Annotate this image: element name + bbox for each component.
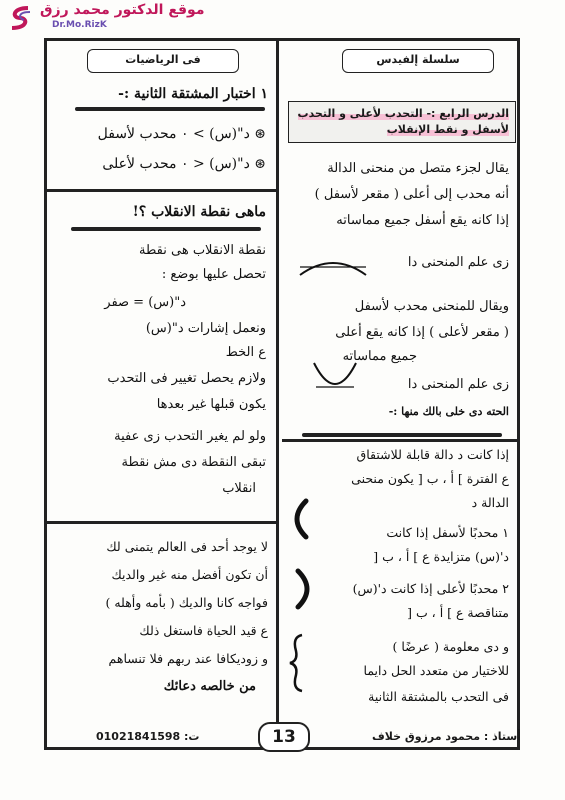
teacher-name: أستاذ : محمود مرزوق خلاف [372,730,521,743]
note-line: تحصل عليها بوضع : [161,267,266,282]
definition-line: إذا كانه يقع أسفل جميع مماساته [336,213,509,228]
rule-concave-up: ⊛ د"(س) > ٠ محدب لأسفل [97,126,266,142]
page-frame [44,38,520,750]
note-line: ع الخط [225,345,266,360]
series-label: سلسلة إلفيدس [342,49,494,73]
theorem-line: إذا كانت د دالة قابلة للاشتقاق [356,447,509,462]
phone-number: 01021841598 :ت [96,730,200,743]
note-line: انقلاب [222,481,256,496]
note-line: يكون قبلها غير بعدها [156,397,266,412]
concave-up-curve-icon [310,361,360,395]
quote-line: و زوديكافا عند ربهم فلا تنساهم [108,651,268,666]
theorem-line: الدالة د [471,495,509,510]
site-title: موقع الدكتور محمد رزق [40,2,205,18]
lesson-title-line1: الدرس الرابع :- التحدب لأعلى و التحدب [297,107,509,120]
quote-line: أن تكون أفضل منه غير والديك [111,567,268,582]
concave-up-bracket-icon [286,499,310,539]
quote-line: من خالصه دعائك [163,679,256,694]
definition-line: ويقال للمنحنى محدب لأسفل [354,299,509,314]
right-column [282,41,517,747]
underline-stroke [75,107,265,111]
lesson-title-box [288,101,516,143]
definition-line: زى علم المنحنى دا [407,377,509,392]
note-line: د"(س) = صفر [104,295,186,310]
inflection-point-heading: ماهى نقطة الانقلاب ؟! [132,204,266,220]
theorem-line: ٢ محدبًا لأعلى إذا كانت د'(س) [352,581,509,596]
note-line: ولازم يحصل تغيير فى التحدب [107,371,266,386]
definition-line: يقال لجزء متصل من منحنى الدالة [327,161,509,176]
quote-line: فواجه كانا والديك ( بأمه وأهله ) [105,595,268,610]
attention-heading: الحته دى خلى بالك منها :- [388,405,509,418]
concave-down-bracket-icon [294,569,318,609]
definition-line: جميع مماساته [342,349,417,364]
page-number: 13 [258,722,310,752]
subject-label: فى الرياضيات [87,49,239,73]
theorem-line: ١ محدبًا لأسفل إذا كانت [386,525,509,540]
definition-line: ( مقعر لأعلى ) إذا كانه يقع أعلى [335,325,509,340]
theorem-line: فى التحدب بالمشتقة الثانية [368,689,509,704]
quote-line: لا يوجد أحد فى العالم يتمنى لك [106,539,268,554]
theorem-line: د'(س) متزايدة ع ] أ ، ب [ [373,549,509,564]
theorem-line: ع الفترة ] أ ، ب [ يكون منحنى [351,471,509,486]
section-divider [47,189,276,192]
site-logo-icon [6,4,34,32]
site-watermark [0,0,205,34]
definition-line: أنه محدب إلى أعلى ( مقعر لأسفل ) [314,187,509,202]
section-divider [282,439,517,442]
note-line: ولو لم يغير التحدب زى عفية [114,429,266,444]
left-column [47,41,279,747]
curly-brace-icon [288,633,308,693]
theorem-line: متناقصة ع ] أ ، ب [ [407,605,509,620]
underline-stroke [302,433,502,437]
theorem-line: و دى معلومة ( عرضًا ) [392,639,509,654]
rule-concave-down: ⊛ د"(س) < ٠ محدب لأعلى [102,156,266,172]
second-derivative-test-heading: ١ اختبار المشتقة الثانية :- [118,86,268,102]
concave-down-curve-icon [298,257,368,279]
definition-line: زى علم المنحنى دا [407,255,509,270]
note-line: تبقى النقطة دى مش نقطة [121,455,266,470]
note-line: ونعمل إشارات د"(س) [145,321,266,336]
section-divider [47,521,276,524]
quote-line: ع قيد الحياة فاستغل ذلك [139,623,268,638]
underline-stroke [71,227,261,231]
note-line: نقطة الانقلاب هى نقطة [139,243,266,258]
site-url: Dr.Mo.RizK [52,20,107,30]
lesson-title-line2: لأسفل و نقط الإنقلاب [386,123,509,136]
theorem-line: للاختيار من متعدد الحل دايما [363,663,509,678]
